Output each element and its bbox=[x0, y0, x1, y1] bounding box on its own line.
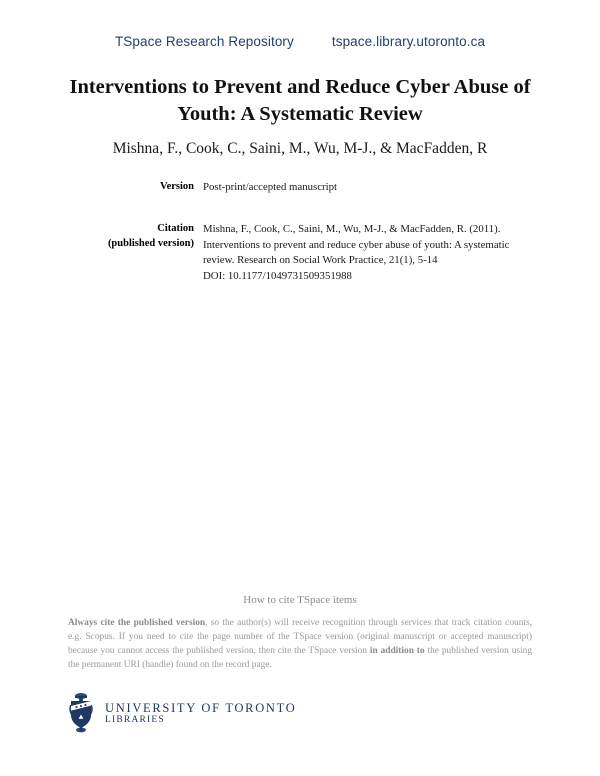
citation-doi[interactable]: DOI: 10.1177/1049731509351988 bbox=[203, 269, 352, 282]
metadata-version-row bbox=[96, 180, 526, 196]
repository-header bbox=[0, 34, 600, 49]
how-to-cite-text-part1: , so the author(s) will receive recognition through services that track citation counts, e.g. Scopus. If you need to cite the page number of the TSpace version (original manuscript or accepted manuscript) because you cannot access the published version, then cite the TSpace version bbox=[68, 618, 532, 656]
citation-label-sub: (published version) bbox=[107, 237, 194, 249]
page-title: Interventions to Prevent and Reduce Cyber Abuse of Youth: A Systematic Review bbox=[69, 76, 531, 126]
wordmark-line-2: LIBRARIES bbox=[105, 714, 165, 725]
wordmark-line-1: UNIVERSITY OF TORONTO bbox=[105, 700, 297, 715]
author-list: Mishna, F., Cook, C., Saini, M., Wu, M-J., & MacFadden, R bbox=[112, 140, 488, 157]
university-wordmark bbox=[105, 701, 297, 726]
uoft-crest-icon bbox=[66, 692, 96, 734]
repository-name: TSpace Research Repository bbox=[114, 34, 294, 49]
how-to-cite-heading: How to cite TSpace items bbox=[243, 594, 357, 606]
citation-line: Interventions to prevent and reduce cyber abuse of youth: A systematic bbox=[203, 238, 510, 251]
citation-label-main: Citation bbox=[157, 223, 194, 234]
citation-line: Mishna, F., Cook, C., Saini, M., Wu, M-J., & MacFadden, R. (2011). bbox=[203, 223, 501, 235]
how-to-cite-body bbox=[68, 617, 532, 673]
citation-line: review. Research on Social Work Practice, 21(1), 5-14 bbox=[203, 254, 438, 267]
how-to-cite-text-part2: the published version using the permanent URI (handle) found on the record page. bbox=[68, 645, 533, 670]
repository-url[interactable]: tspace.library.utoronto.ca bbox=[331, 34, 486, 49]
version-label: Version bbox=[159, 181, 194, 192]
how-to-cite-bold-lead: Always cite the published version bbox=[68, 618, 206, 628]
how-to-cite-bold-mid: in addition to bbox=[369, 645, 425, 656]
citation-value bbox=[203, 222, 526, 285]
metadata-citation-row bbox=[96, 222, 526, 285]
version-value: Post-print/accepted manuscript bbox=[203, 181, 338, 193]
university-logo bbox=[66, 692, 297, 734]
citation-label bbox=[96, 222, 203, 252]
